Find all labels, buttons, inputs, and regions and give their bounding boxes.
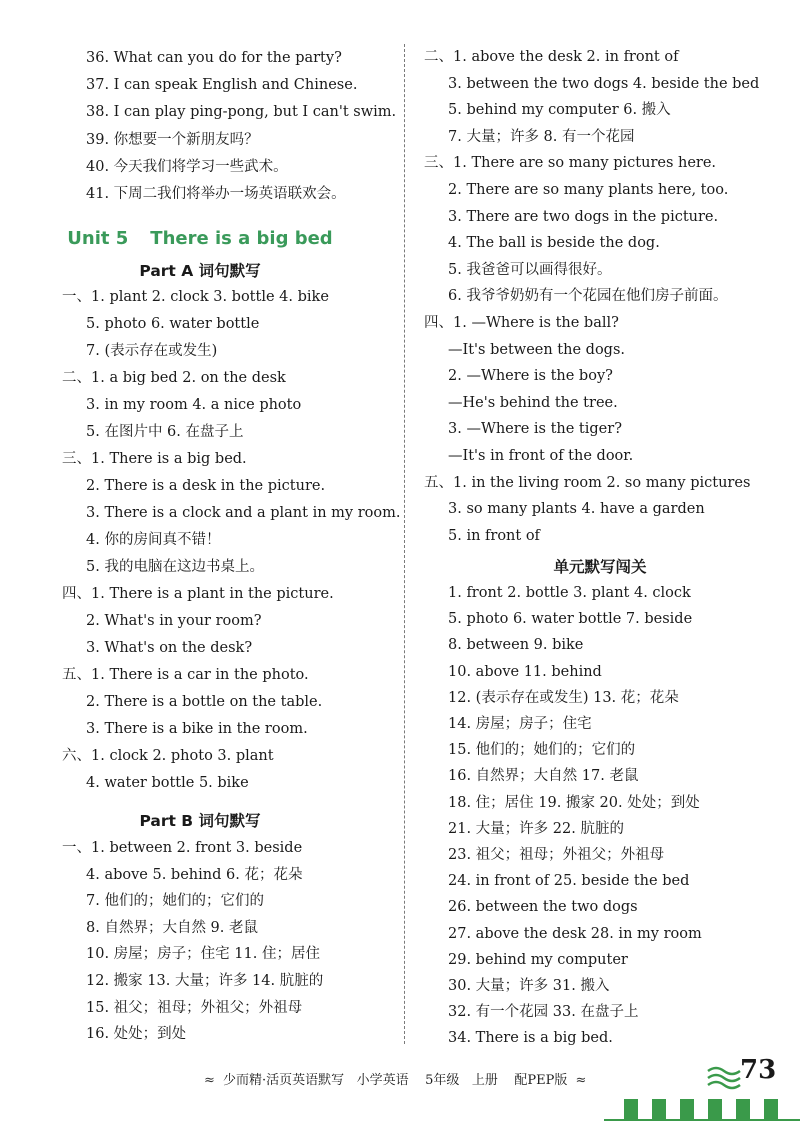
answer-line: 3. What's on the desk? [86,640,253,656]
answer-line: 8. 自然界；大自然 9. 老鼠 [86,919,258,936]
answer-line: 7. 他们的；她们的；它们的 [86,893,264,910]
answer-line: 41. 下周二我们将举办一场英语联欢会。 [86,186,346,202]
answer-line: 16. 处处；到处 [86,1026,187,1043]
green-block [624,1099,638,1121]
answer-line: 32. 有一个花园 33. 在盘子上 [448,1004,639,1021]
page-number: 73 [740,1055,777,1085]
part-b-heading: Part B 词句默写 [139,812,261,830]
answer-line: 2. There are so many plants here, too. [448,182,729,198]
unit-title-text: There is a big bed [150,228,333,249]
answer-line: —It's in front of the door. [448,448,634,464]
answer-line: 四、1. There is a plant in the picture. [62,586,334,602]
answer-line: 39. 你想要一个新朋友吗？ [86,131,259,148]
answer-line: 五、1. There is a car in the photo. [62,667,309,683]
answer-line: 3. between the two dogs 4. beside the bed [448,75,760,92]
answer-line: 四、1. —Where is the ball? [424,315,619,331]
decorative-blocks [604,1095,800,1132]
green-block [736,1099,750,1121]
green-block [680,1099,694,1121]
answer-line: 18. 住；居住 19. 搬家 20. 处处；到处 [448,794,700,811]
answer-line: 六、1. clock 2. photo 3. plant [62,748,274,764]
footer-series: 少而精·活页英语默写 [223,1073,345,1088]
answer-line: 26. between the two dogs [448,899,638,916]
unit-number: Unit 5 [67,228,129,249]
answer-line: 10. 房屋；房子；住宅 11. 住；居住 [86,946,320,963]
green-block [764,1099,778,1121]
answer-line: 8. between 9. bike [448,637,584,654]
answer-line: 3. There are two dogs in the picture. [448,208,719,225]
answer-line: 5. photo 6. water bottle 7. beside [448,611,693,628]
review-heading: 单元默写闯关 [553,558,647,576]
answer-line: 21. 大量；许多 22. 肮脏的 [448,820,624,837]
answer-line: 12. 搬家 13. 大量；许多 14. 肮脏的 [86,973,324,989]
answer-line: 3. —Where is the tiger? [448,421,622,438]
answer-line: 一、1. plant 2. clock 3. bottle 4. bike [62,289,329,305]
footer-grade: 5年级 [425,1073,460,1088]
answer-line: 五、1. in the living room 2. so many pictures [424,474,751,491]
answer-line: 40. 今天我们将学习一些武术。 [86,158,288,175]
answer-line: 7. (表示存在或发生) [86,343,218,359]
green-block [652,1099,666,1121]
answer-line: 5. 在图片中 6. 在盘子上 [86,424,244,440]
answer-line: 34. There is a big bed. [448,1030,613,1047]
answer-line: 29. behind my computer [448,951,628,968]
answer-line: 4. water bottle 5. bike [86,775,249,791]
footer-edition: 配PEP版 [514,1073,568,1088]
column-divider [404,44,405,1044]
footer-text [200,1069,590,1088]
answer-line: 12. (表示存在或发生) 13. 花；花朵 [448,689,679,706]
answer-line: 5. behind my computer 6. 搬入 [448,102,671,119]
answer-line: 37. I can speak English and Chinese. [86,77,358,94]
answer-line: 5. 我爸爸可以画得很好。 [448,261,612,278]
answer-line: 10. above 11. behind [448,663,602,680]
footer-term: 上册 [471,1073,498,1088]
answer-line: 15. 他们的；她们的；它们的 [448,742,636,759]
answer-line: 4. above 5. behind 6. 花；花朵 [86,866,303,883]
answer-line: 1. front 2. bottle 3. plant 4. clock [448,585,691,601]
answer-line: 4. 你的房间真不错！ [86,532,221,548]
footer-subject: 小学英语 [356,1073,409,1088]
answer-line: 27. above the desk 28. in my room [448,925,702,942]
wave-icon: ≈ [575,1073,587,1088]
answer-line: 5. photo 6. water bottle [86,316,260,332]
answer-line: 三、1. There are so many pictures here. [424,155,717,172]
page-footer [0,1055,800,1132]
answer-line: 2. What's in your room? [86,613,262,629]
answer-line: 30. 大量；许多 31. 搬入 [448,978,610,994]
green-block [708,1099,722,1121]
part-a-heading: Part A 词句默写 [139,262,261,280]
footer-rule [604,1119,800,1121]
unit-heading [0,228,400,249]
answer-line: 16. 自然界；大自然 17. 老鼠 [448,768,639,785]
answer-line: 二、1. a big bed 2. on the desk [62,370,286,386]
answer-line: 三、1. There is a big bed. [62,451,247,467]
answer-line: 36. What can you do for the party? [86,50,342,66]
answer-line: 23. 祖父；祖母；外祖父；外祖母 [448,847,665,863]
answer-line: 5. in front of [448,527,540,544]
answer-line: 38. I can play ping-pong, but I can't swim. [86,104,397,121]
answer-line: 3. in my room 4. a nice photo [86,397,302,413]
answer-line: —It's between the dogs. [448,341,626,358]
answer-line: 二、1. above the desk 2. in front of [424,49,679,65]
answer-line: 2. There is a bottle on the table. [86,694,323,710]
wave-icon: ≈ [204,1073,215,1088]
answer-line: 一、1. between 2. front 3. beside [62,840,303,856]
answer-line: 4. The ball is beside the dog. [448,235,660,252]
answer-line: 2. —Where is the boy? [448,368,613,385]
answer-line: 2. There is a desk in the picture. [86,478,326,494]
answer-line: 3. There is a bike in the room. [86,721,308,737]
answer-line: 3. so many plants 4. have a garden [448,501,705,518]
answer-line: 24. in front of 25. beside the bed [448,873,690,890]
answer-line: 3. There is a clock and a plant in my room. [86,505,401,521]
answer-line: 7. 大量；许多 8. 有一个花园 [448,128,635,145]
answer-line: —He's behind the tree. [448,394,618,411]
answer-line: 5. 我的电脑在这边书桌上。 [86,559,264,575]
answer-line: 15. 祖父；祖母；外祖父；外祖母 [86,999,303,1016]
answer-line: 14. 房屋；房子；住宅 [448,716,592,732]
answer-line: 6. 我爷爷奶奶有一个花园在他们房子前面。 [448,288,728,305]
